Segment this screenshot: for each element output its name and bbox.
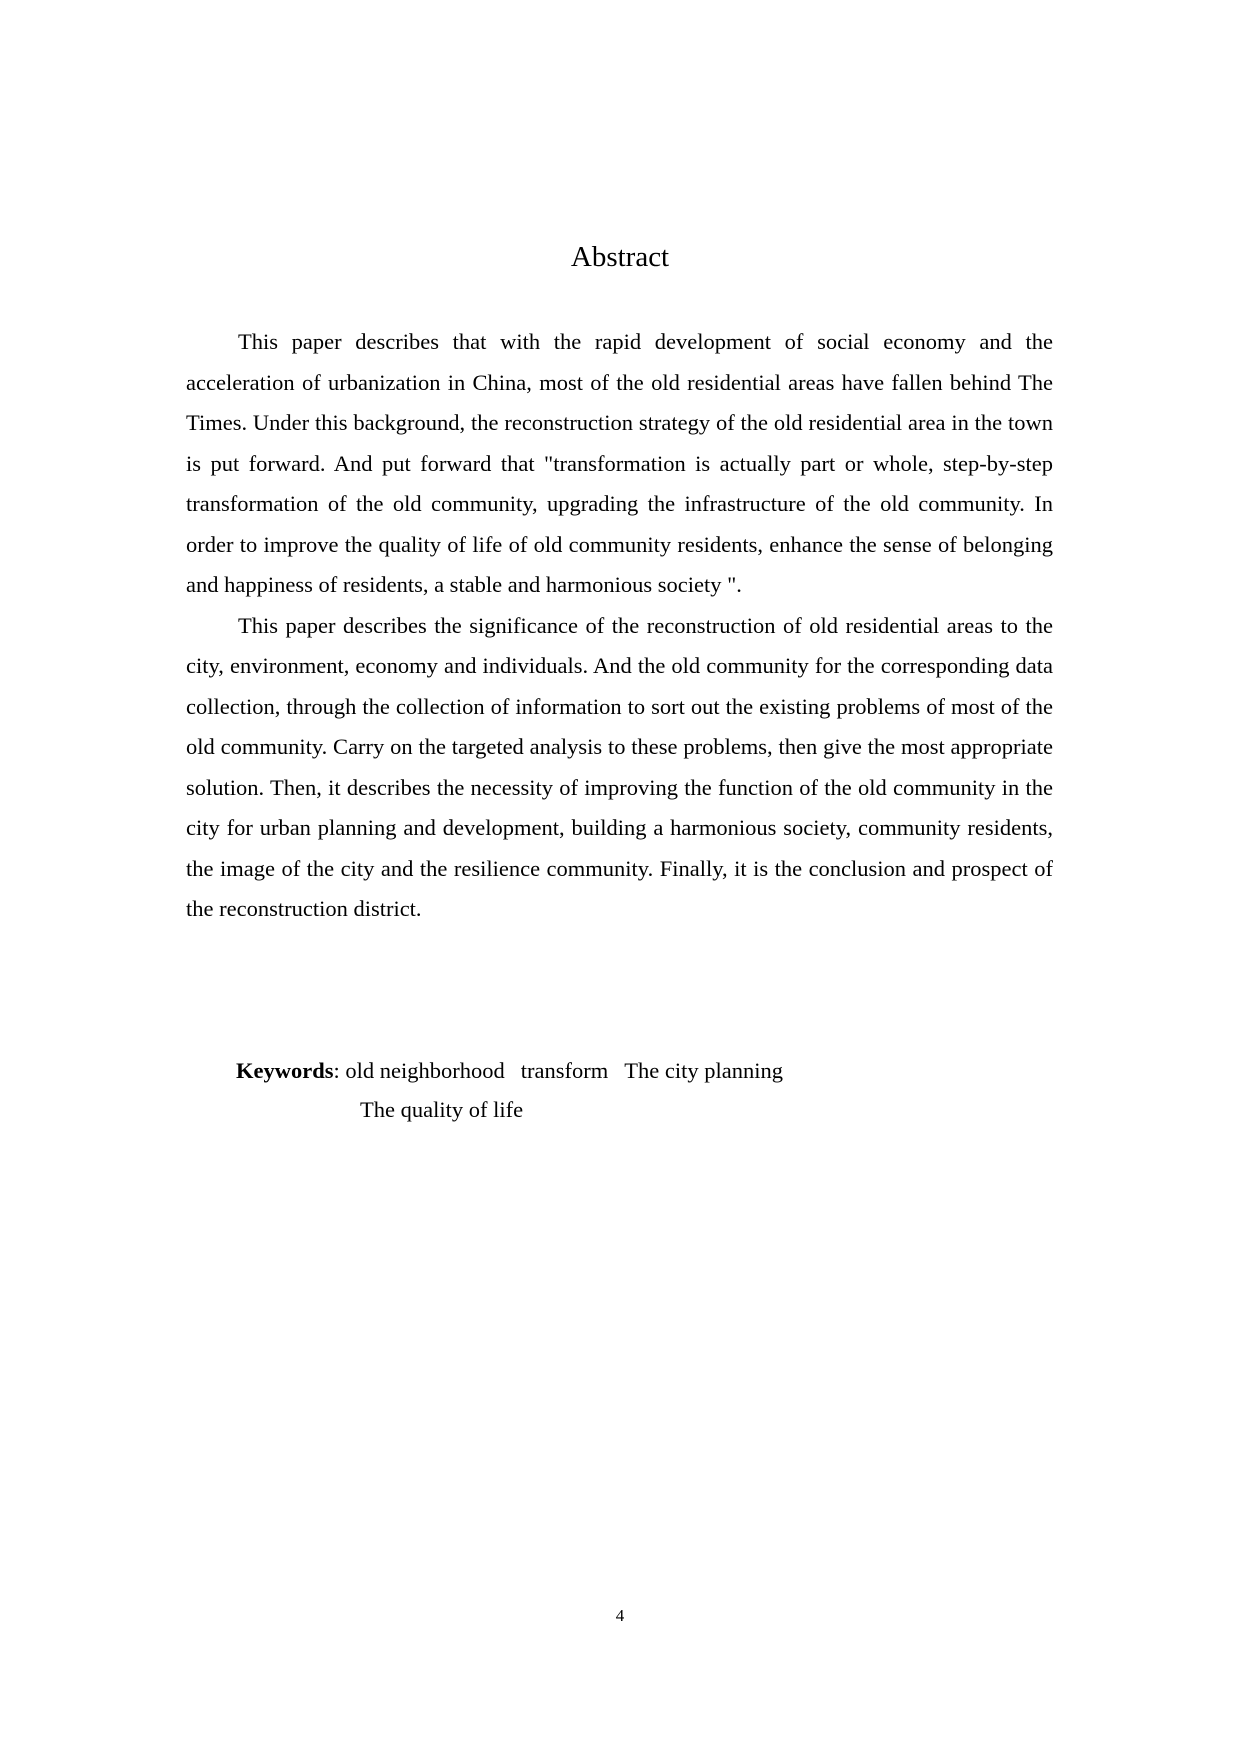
keywords-label: Keywords xyxy=(236,1058,334,1083)
keywords-block xyxy=(236,1051,1036,1129)
abstract-paragraph-2: This paper describes the significance of the reconstruction of old residential areas to the city, environment, economy and individuals. And the old community for the corresponding data collection, through the collection of information to sort out the existing problems of most of the old community. Carry on the targeted analysis to these problems, then give the most appropriate solution. Then, it describes the necessity of improving the function of the old community in the city for urban planning and development, building a harmonious society, community residents, the image of the city and the resilience community. Finally, it is the conclusion and prospect of the reconstruction district. xyxy=(186,612,1053,921)
keywords-line-2 xyxy=(236,1090,1036,1129)
page-title: Abstract xyxy=(570,241,670,273)
keyword-4: The quality of life xyxy=(360,1097,524,1122)
keyword-1: old neighborhood xyxy=(345,1058,505,1083)
keywords-colon: : xyxy=(333,1058,340,1083)
keyword-2: transform xyxy=(520,1058,609,1083)
keywords-line-1 xyxy=(236,1051,1036,1090)
page-number: 4 xyxy=(615,1606,625,1625)
keyword-3: The city planning xyxy=(624,1058,783,1083)
abstract-paragraph-1: This paper describes that with the rapid development of social economy and the acceleration of urbanization in China, most of the old residential areas have fallen behind The Times. Under this background, the reconstruction strategy of the old residential area in the town is put forward. And put forward that "transformation is actually part or whole, step-by-step transformation of the old community, upgrading the infrastructure of the old community. In order to improve the quality of life of old community residents, enhance the sense of belonging and happiness of residents, a stable and harmonious society ". xyxy=(186,329,1053,597)
abstract-body xyxy=(186,322,1053,930)
